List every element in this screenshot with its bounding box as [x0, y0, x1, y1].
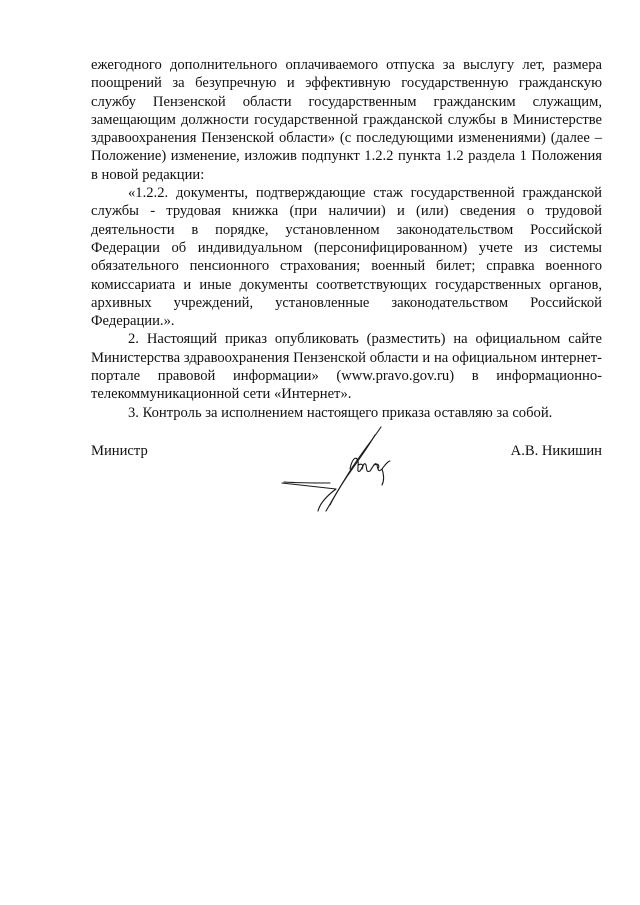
paragraph-continuation: ежегодного дополнительного оплачиваемого отпуска за выслугу лет, размера поощрений за безупречную и эффективную государственную гражданскую службу Пензенской области государственным гражданским служащим, замещающим должности государственной гражданской службы в Министерстве здравоохранения Пензенской области» (с последующими изменениями) (далее – Положение) изменение, изложив подпункт 1.2.2 пункта 1.2 раздела 1 Положения в новой редакции: — [91, 57, 602, 183]
handwritten-signature — [278, 425, 403, 515]
paragraph-item-3: 3. Контроль за исполнением настоящего приказа оставляю за собой. — [128, 404, 553, 421]
signatory-title: Министр — [91, 443, 148, 459]
paragraph-quoted-subclause: «1.2.2. документы, подтверждающие стаж государственной гражданской службы - трудовая книжка (при наличии) и (или) сведения о трудовой деятельности в порядке, установленном законодательством Российской Федерации об индивидуальном (персонифицированном) учете из системы обязательного пенсионного страхования; военный билет; справка военного комиссариата и иные документы соответствующих государственных органов, архивных учреждений, установленные законодательством Российской Федерации.». — [91, 185, 602, 330]
signatory-name: А.В. Никишин — [510, 443, 602, 459]
paragraph-item-2: 2. Настоящий приказ опубликовать (разместить) на официальном сайте Министерства здравоохранения Пензенской области и на официальном интернет-портале правовой информации» (www.pravo.gov.ru) в информационно-телекоммуникационной сети «Интернет». — [91, 331, 602, 403]
document-body — [91, 56, 602, 422]
